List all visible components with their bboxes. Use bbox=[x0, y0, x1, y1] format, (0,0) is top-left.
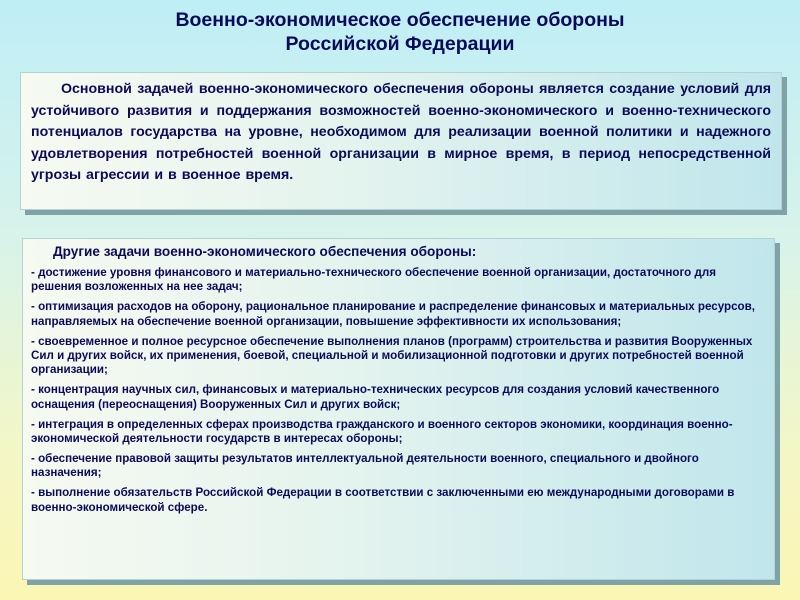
other-tasks-list bbox=[31, 266, 766, 515]
task-item-1: - достижение уровня финансового и материально-технического обеспечение военной организации, достаточного для решения возложенных на нее задач; bbox=[31, 266, 716, 294]
page-title bbox=[0, 8, 800, 56]
task-item-7: - выполнение обязательств Российской Федерации в соответствии с заключенными ею международными договорами в военно-экономической сфере. bbox=[31, 486, 735, 514]
task-item-4: - концентрация научных сил, финансовых и материально-технических ресурсов для создания условий качественного оснащения (переоснащения) Вооруженных Сил и других войск; bbox=[31, 383, 720, 411]
task-item-2: - оптимизация расходов на оборону, рациональное планирование и распределение финансовых и материальных ресурсов, направляемых на обеспечение военной организации, повышение эффективности их использования; bbox=[31, 300, 755, 328]
task-item-6: - обеспечение правовой защиты результатов интеллектуальной деятельности военного, специального и двойного назначения; bbox=[31, 451, 699, 480]
main-task-box bbox=[20, 72, 782, 210]
other-tasks-box bbox=[22, 238, 775, 580]
task-item-3: - своевременное и полное ресурсное обеспечение выполнения планов (программ) строительства и развития Вооруженных Сил и других войск, их применения, боевой, специальной и мобилизационной подготовки и других потребностей военной организации; bbox=[31, 334, 753, 377]
main-task-text: Основной задачей военно-экономического обеспечения обороны является создание условий для устойчивого развития и поддержания возможностей военно-экономического и военно-технического потенциалов государства на уровне, необходимом для реализации военной политики и надежного удовлетворения потребностей военной организации в мирное время, в период непосредственной угрозы агрессии и в военное время. bbox=[31, 81, 771, 184]
other-tasks-heading: Другие задачи военно-экономического обеспечения обороны: bbox=[53, 244, 477, 259]
title-line-1: Военно-экономическое обеспечение обороны bbox=[175, 9, 625, 31]
task-item-5: - интеграция в определенных сферах производства гражданского и военного секторов экономики, координация военно-экономической деятельности государств в интересах обороны; bbox=[31, 417, 733, 446]
title-line-2: Российской Федерации bbox=[285, 33, 515, 55]
